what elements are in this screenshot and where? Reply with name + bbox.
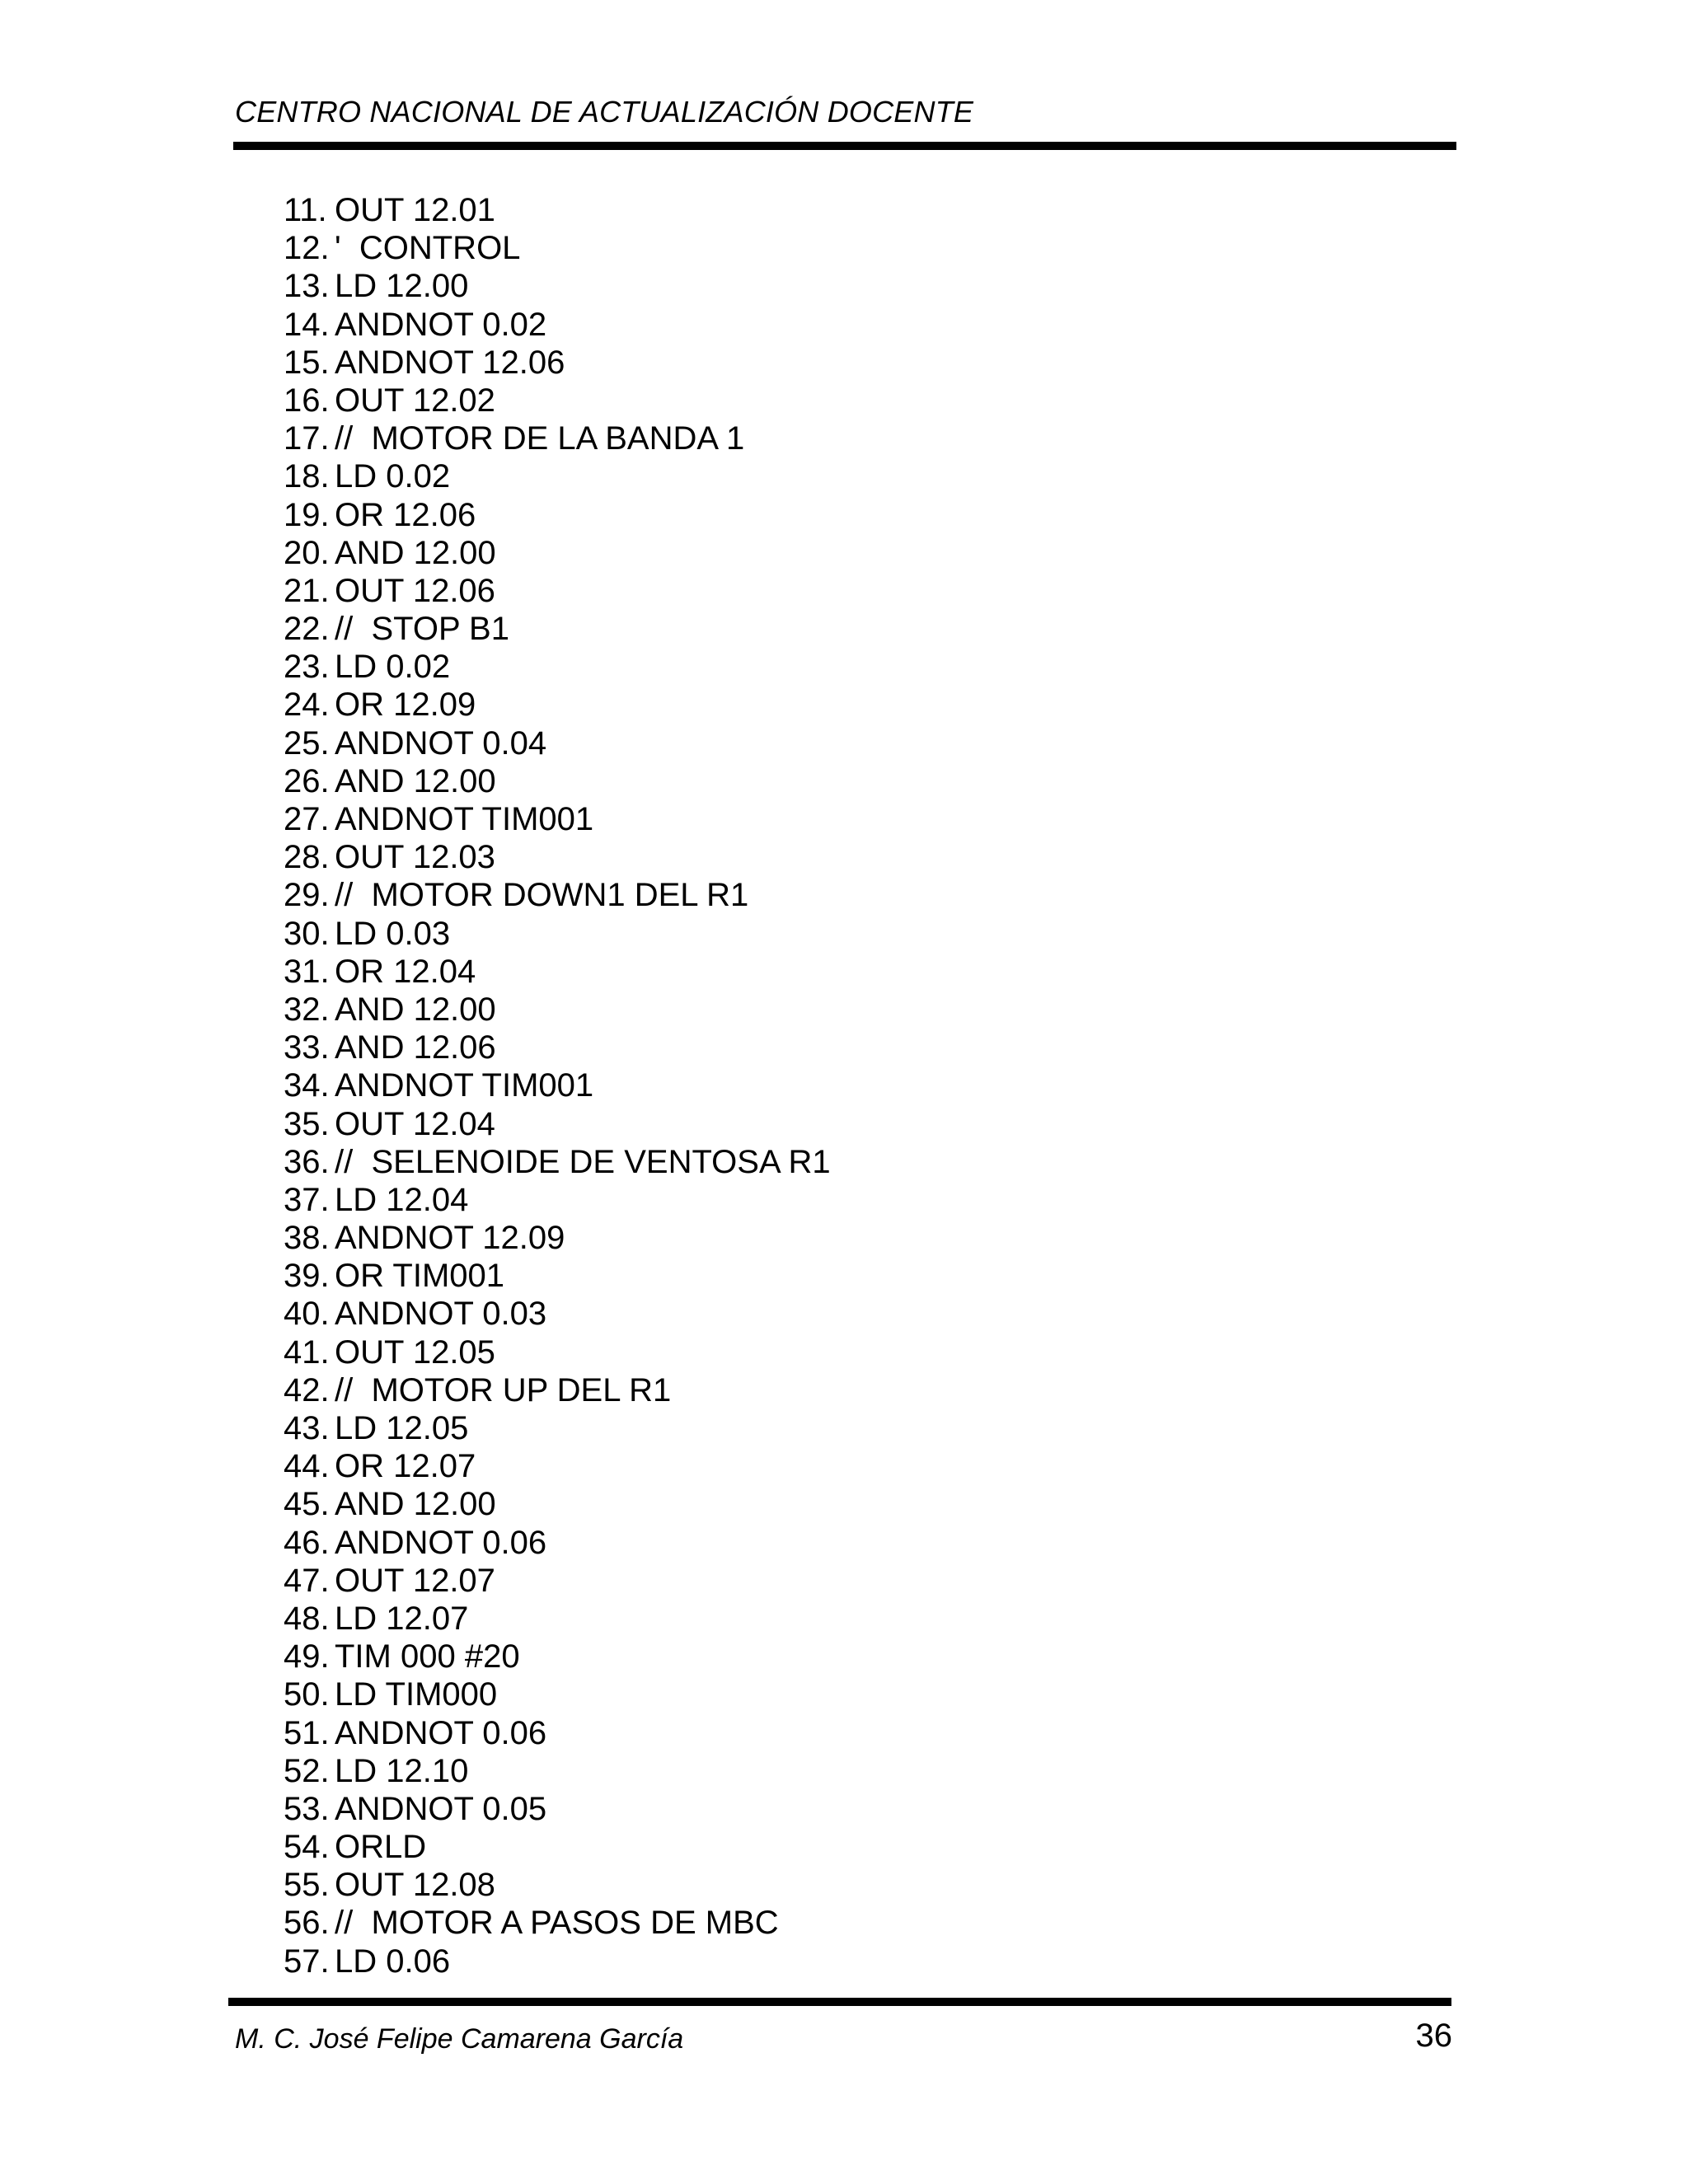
line-instruction: OR TIM001 bbox=[335, 1258, 504, 1295]
line-number: 37. bbox=[284, 1181, 330, 1218]
line-number: 44. bbox=[284, 1448, 330, 1485]
line-number: 52. bbox=[284, 1752, 330, 1789]
line-number: 57. bbox=[284, 1943, 330, 1980]
line-number: 39. bbox=[284, 1258, 330, 1295]
line-number: 47. bbox=[284, 1562, 330, 1599]
line-number: 31. bbox=[284, 953, 330, 990]
line-instruction: LD TIM000 bbox=[335, 1676, 498, 1713]
line-instruction: AND 12.00 bbox=[335, 991, 496, 1028]
line-instruction: ANDNOT 0.06 bbox=[335, 1524, 547, 1561]
line-instruction: OUT 12.01 bbox=[335, 192, 495, 228]
line-instruction: ANDNOT 12.09 bbox=[335, 1220, 565, 1257]
line-number: 53. bbox=[284, 1790, 330, 1827]
line-instruction: ANDNOT 0.02 bbox=[335, 306, 547, 343]
line-instruction: OUT 12.06 bbox=[335, 572, 495, 609]
line-instruction: // MOTOR A PASOS DE MBC bbox=[335, 1905, 779, 1942]
footer-divider bbox=[228, 1998, 1451, 2006]
line-number: 49. bbox=[284, 1638, 330, 1675]
line-instruction: OUT 12.07 bbox=[335, 1562, 495, 1599]
line-instruction: OUT 12.05 bbox=[335, 1333, 495, 1371]
line-number: 40. bbox=[284, 1296, 330, 1333]
line-instruction: ANDNOT 0.06 bbox=[335, 1714, 547, 1751]
line-number: 50. bbox=[284, 1676, 330, 1713]
line-instruction: ORLD bbox=[335, 1829, 427, 1866]
line-instruction: OR 12.04 bbox=[335, 953, 476, 990]
line-number: 13. bbox=[284, 268, 330, 305]
line-number: 48. bbox=[284, 1600, 330, 1637]
line-number: 18. bbox=[284, 458, 330, 495]
line-instruction: OR 12.06 bbox=[335, 496, 476, 533]
line-number: 42. bbox=[284, 1371, 330, 1408]
line-instruction: ANDNOT TIM001 bbox=[335, 1067, 594, 1104]
line-number: 19. bbox=[284, 496, 330, 533]
line-instruction: // MOTOR DE LA BANDA 1 bbox=[335, 420, 745, 457]
line-number: 43. bbox=[284, 1410, 330, 1446]
line-number: 56. bbox=[284, 1905, 330, 1942]
line-number: 41. bbox=[284, 1333, 330, 1371]
line-instruction: OR 12.07 bbox=[335, 1448, 476, 1485]
line-instruction: OUT 12.02 bbox=[335, 382, 495, 419]
line-number: 33. bbox=[284, 1029, 330, 1066]
line-instruction: OUT 12.03 bbox=[335, 839, 495, 876]
line-instruction: // MOTOR DOWN1 DEL R1 bbox=[335, 877, 749, 914]
line-number: 35. bbox=[284, 1105, 330, 1142]
line-number: 12. bbox=[284, 230, 330, 267]
line-instruction: LD 12.04 bbox=[335, 1181, 469, 1218]
line-number: 21. bbox=[284, 572, 330, 609]
line-number: 32. bbox=[284, 991, 330, 1028]
line-number: 25. bbox=[284, 724, 330, 762]
line-number: 11. bbox=[284, 192, 327, 228]
line-number: 29. bbox=[284, 877, 330, 914]
line-number: 30. bbox=[284, 915, 330, 952]
line-instruction: ANDNOT 12.06 bbox=[335, 344, 565, 381]
page-header-title: CENTRO NACIONAL DE ACTUALIZACIÓN DOCENTE bbox=[235, 95, 974, 129]
line-number: 54. bbox=[284, 1829, 330, 1866]
line-number: 38. bbox=[284, 1220, 330, 1257]
line-instruction: OR 12.09 bbox=[335, 687, 476, 724]
line-number: 55. bbox=[284, 1867, 330, 1904]
line-number: 36. bbox=[284, 1143, 330, 1180]
line-instruction: AND 12.00 bbox=[335, 762, 496, 799]
line-number: 46. bbox=[284, 1524, 330, 1561]
line-number: 51. bbox=[284, 1714, 330, 1751]
line-instruction: AND 12.06 bbox=[335, 1029, 496, 1066]
line-instruction: LD 12.00 bbox=[335, 268, 469, 305]
line-instruction: LD 0.06 bbox=[335, 1943, 451, 1980]
line-instruction: ANDNOT 0.05 bbox=[335, 1790, 547, 1827]
line-instruction: LD 0.02 bbox=[335, 458, 451, 495]
line-instruction: // STOP B1 bbox=[335, 611, 509, 648]
line-instruction: // SELENOIDE DE VENTOSA R1 bbox=[335, 1143, 831, 1180]
line-instruction: OUT 12.04 bbox=[335, 1105, 495, 1142]
line-instruction: ' CONTROL bbox=[335, 230, 521, 267]
line-instruction: AND 12.00 bbox=[335, 534, 496, 571]
line-number: 45. bbox=[284, 1486, 330, 1523]
page-number: 36 bbox=[1415, 2018, 1452, 2054]
line-instruction: AND 12.00 bbox=[335, 1486, 496, 1523]
line-number: 24. bbox=[284, 687, 330, 724]
line-number: 17. bbox=[284, 420, 330, 457]
line-number: 23. bbox=[284, 649, 330, 686]
line-number: 14. bbox=[284, 306, 330, 343]
header-divider bbox=[233, 142, 1456, 150]
line-number: 22. bbox=[284, 611, 330, 648]
line-instruction: LD 0.03 bbox=[335, 915, 451, 952]
line-instruction: ANDNOT TIM001 bbox=[335, 801, 594, 837]
line-instruction: LD 12.07 bbox=[335, 1600, 469, 1637]
footer-author: M. C. José Felipe Camarena García bbox=[235, 2023, 684, 2055]
line-number: 27. bbox=[284, 801, 330, 837]
line-instruction: LD 12.10 bbox=[335, 1752, 469, 1789]
line-instruction: LD 12.05 bbox=[335, 1410, 469, 1446]
line-instruction: ANDNOT 0.04 bbox=[335, 724, 547, 762]
line-instruction: OUT 12.08 bbox=[335, 1867, 495, 1904]
line-number: 16. bbox=[284, 382, 330, 419]
line-number: 28. bbox=[284, 839, 330, 876]
line-instruction: LD 0.02 bbox=[335, 649, 451, 686]
line-instruction: // MOTOR UP DEL R1 bbox=[335, 1371, 672, 1408]
line-instruction: ANDNOT 0.03 bbox=[335, 1296, 547, 1333]
line-instruction: TIM 000 #20 bbox=[335, 1638, 520, 1675]
line-number: 15. bbox=[284, 344, 330, 381]
line-number: 34. bbox=[284, 1067, 330, 1104]
line-number: 26. bbox=[284, 762, 330, 799]
line-number: 20. bbox=[284, 534, 330, 571]
